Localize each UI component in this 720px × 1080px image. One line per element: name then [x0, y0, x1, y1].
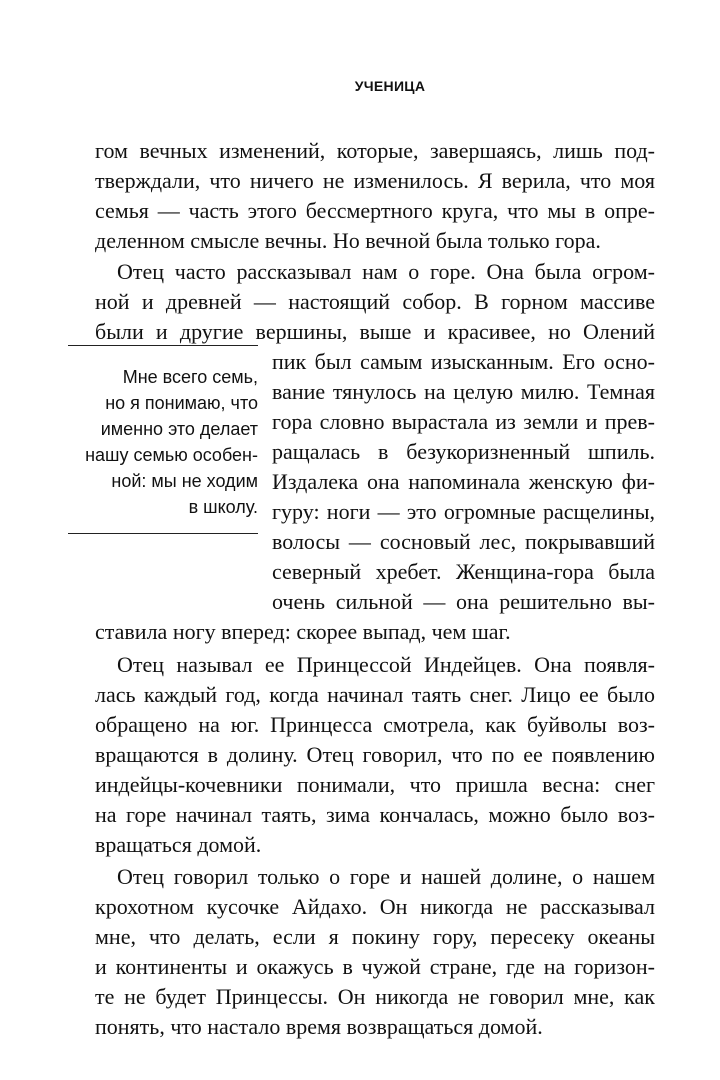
body-line: мне, что делать, если я покину гору, пересеку океаны: [95, 924, 655, 949]
body-line: Отец часто рассказывал нам о горе. Она была огром-: [117, 259, 655, 284]
body-line: крохотном кусочке Айдахо. Он никогда не рассказывал: [95, 894, 655, 919]
body-line: и континенты и окажусь в чужой стране, где на горизон-: [95, 954, 655, 979]
body-line: семья — часть этого бессмертного круга, что мы в опре-: [95, 198, 655, 223]
body-line: понять, что настало время возвращаться домой.: [95, 1014, 543, 1039]
body-line: деленном смысле вечны. Но вечной была только гора.: [95, 228, 601, 253]
body-line: волосы — сосновый лес, покрывавший: [272, 529, 655, 554]
body-line: вание тянулось на целую милю. Темная: [272, 379, 655, 404]
body-line: те не будет Принцессы. Он никогда не говорил мне, как: [95, 984, 655, 1009]
body-line: на горе начинал таять, зима кончалась, можно было воз-: [95, 802, 655, 827]
sidebar-quote-line: нашу семью особен-: [85, 445, 258, 465]
body-line: ставила ногу вперед: скорее выпад, чем шаг.: [95, 619, 511, 644]
body-line: гуру: ноги — это огромные расщелины,: [272, 499, 655, 524]
body-line: индейцы-кочевники понимали, что пришла весна: снег: [95, 772, 655, 797]
body-line: лась каждый год, когда начинал таять снег. Лицо ее было: [95, 682, 655, 707]
sidebar-quote-line: в школу.: [188, 497, 258, 517]
sidebar-quote-line: но я понимаю, что: [105, 393, 258, 413]
body-line: Отец говорил только о горе и нашей долине, о нашем: [117, 864, 655, 889]
sidebar-bottom-rule: [68, 533, 258, 534]
body-line: Издалека она напоминала женскую фи-: [272, 469, 655, 494]
body-line: были и другие вершины, выше и красивее, но Олений: [95, 319, 655, 344]
body-line: северный хребет. Женщина-гора была: [272, 559, 655, 584]
body-line: гом вечных изменений, которые, завершаясь, лишь под-: [95, 138, 655, 163]
body-line: Отец называл ее Принцессой Индейцев. Она появля-: [117, 652, 655, 677]
body-line: гора словно вырастала из земли и прев-: [272, 409, 655, 434]
sidebar-quote-line: ной: мы не ходим: [111, 471, 258, 491]
body-line: тверждали, что ничего не изменилось. Я верила, что моя: [95, 168, 655, 193]
running-head: УЧЕНИЦА: [354, 78, 426, 94]
sidebar-quote-line: именно это делает: [100, 419, 258, 439]
body-line: вращаются в долину. Отец говорил, что по ее появлению: [95, 742, 655, 767]
body-line: вращаться домой.: [95, 832, 262, 857]
body-line: пик был самым изысканным. Его осно-: [272, 349, 655, 374]
body-line: очень сильной — она решительно вы-: [272, 589, 655, 614]
body-line: ращалась в безукоризненный шпиль.: [272, 439, 655, 464]
body-line: ной и древней — настоящий собор. В горном массиве: [95, 289, 655, 314]
sidebar-quote-line: Мне всего семь,: [122, 367, 258, 387]
body-line: обращено на юг. Принцесса смотрела, как буйволы воз-: [95, 712, 655, 737]
sidebar-top-rule: [68, 345, 258, 346]
